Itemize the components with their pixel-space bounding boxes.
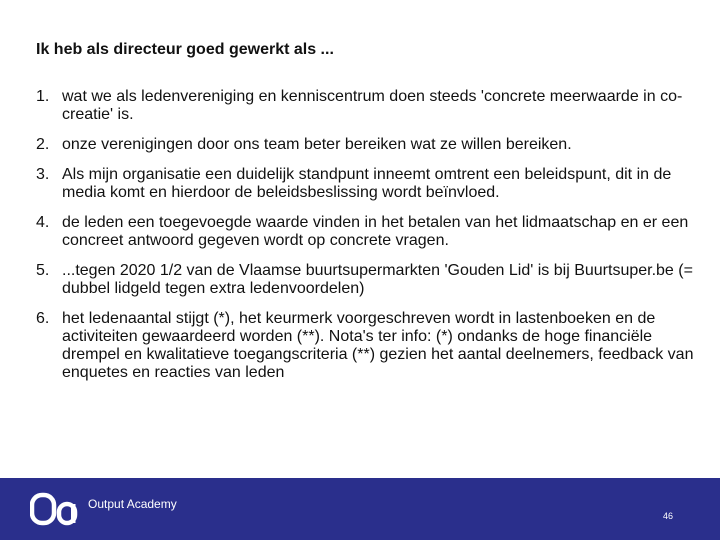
- brand-name: Output Academy: [88, 497, 177, 511]
- page-number: 46: [663, 511, 674, 521]
- item-text: de leden een toegevoegde waarde vinden in het betalen van het lidmaatschap en er een concreet antwoord gegeven wordt op concrete vragen.: [62, 214, 689, 249]
- list-item: [36, 214, 696, 250]
- item-text: ...tegen 2020 1/2 van de Vlaamse buurtsupermarkten 'Gouden Lid' is bij Buurtsuper.be (= dubbel lidgeld tegen extra ledenvoordelen): [62, 262, 693, 297]
- list-item: [36, 166, 696, 202]
- item-text: wat we als ledenvereniging en kenniscentrum doen steeds 'concrete meerwaarde in co-creatie' is.: [62, 88, 683, 123]
- item-number: 3.: [36, 166, 50, 183]
- numbered-list: [36, 88, 696, 394]
- footer-bar: [0, 478, 720, 540]
- list-item: [36, 136, 696, 154]
- slide-title: Ik heb als directeur goed gewerkt als ...: [36, 41, 334, 58]
- list-item: [36, 310, 696, 382]
- item-number: 1.: [36, 88, 50, 105]
- output-academy-logo-icon: [30, 492, 80, 526]
- item-text: het ledenaantal stijgt (*), het keurmerk voorgeschreven wordt in lastenboeken en de activiteiten gewaardeerd worden (**). Nota's ter info: (*) ondanks de hoge financiële drempel en kwalitatieve toegangscriteria (**) gezien het aantal deelnemers, feedback van enquetes en reacties van leden: [62, 310, 694, 381]
- item-number: 5.: [36, 262, 50, 279]
- item-number: 4.: [36, 214, 50, 231]
- item-text: Als mijn organisatie een duidelijk standpunt inneemt omtrent een beleidspunt, dit in de media komt en hierdoor de beleidsbeslissing wordt beïnvloed.: [62, 166, 672, 201]
- list-item: [36, 262, 696, 298]
- item-number: 2.: [36, 136, 50, 153]
- item-number: 6.: [36, 310, 50, 327]
- item-text: onze verenigingen door ons team beter bereiken wat ze willen bereiken.: [62, 136, 572, 153]
- list-item: [36, 88, 696, 124]
